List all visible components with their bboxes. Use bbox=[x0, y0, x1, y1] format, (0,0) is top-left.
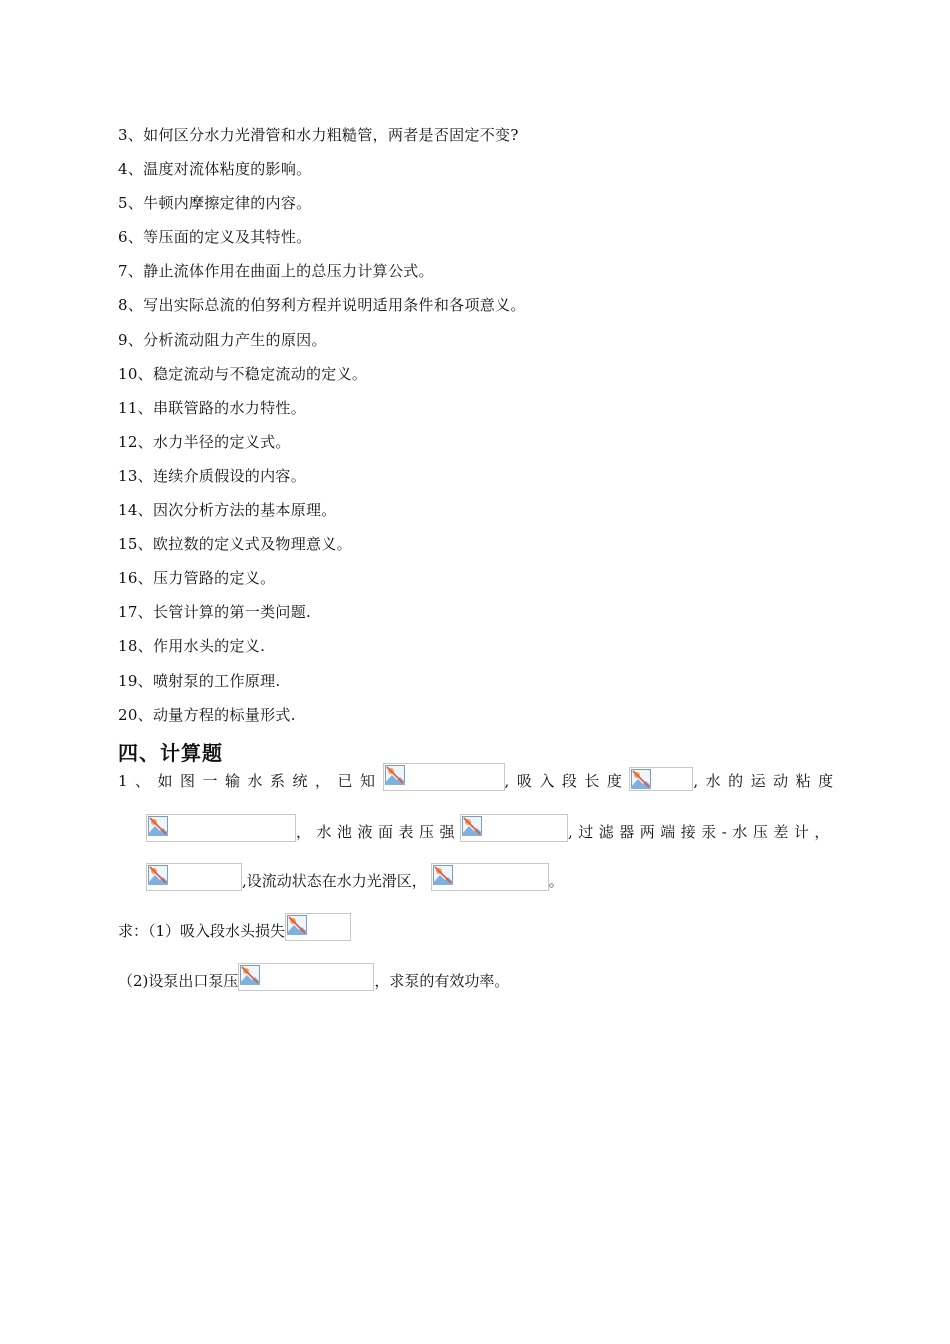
problem-text: （2)设泵出口泵压 bbox=[118, 972, 239, 990]
formula-image bbox=[285, 913, 351, 941]
question-item: 20、动量方程的标量形式. bbox=[118, 705, 296, 724]
question-item: 19、喷射泵的工作原理. bbox=[118, 671, 281, 690]
ask-line-2 bbox=[118, 963, 509, 991]
formula-image bbox=[146, 814, 296, 842]
problem-line-2 bbox=[146, 814, 835, 842]
question-item: 3、如何区分水力光滑管和水力粗糙管，两者是否固定不变? bbox=[118, 126, 519, 144]
section-title: 四、计算题 bbox=[118, 741, 223, 765]
problem-text: ，水池液面表压强 bbox=[296, 823, 461, 841]
broken-image-icon bbox=[462, 816, 482, 836]
question-item: 5、牛顿内摩擦定律的内容。 bbox=[118, 194, 312, 213]
question-list bbox=[118, 124, 526, 738]
problem-text: 。 bbox=[548, 872, 564, 890]
question-item: 14、因次分析方法的基本原理。 bbox=[118, 501, 337, 520]
question-item: 13、连续介质假设的内容。 bbox=[118, 466, 306, 485]
question-item: 10、稳定流动与不稳定流动的定义。 bbox=[118, 364, 368, 383]
question-item: 6、等压面的定义及其特性。 bbox=[118, 228, 312, 247]
question-item: 16、压力管路的定义。 bbox=[118, 569, 276, 588]
question-item: 7、静止流体作用在曲面上的总压力计算公式。 bbox=[118, 262, 434, 281]
ask-line-1 bbox=[118, 913, 351, 941]
problem-line-1 bbox=[118, 763, 841, 791]
question-item: 11、串联管路的水力特性。 bbox=[118, 398, 306, 417]
formula-image bbox=[383, 763, 505, 791]
broken-image-icon bbox=[240, 965, 260, 985]
problem-text: ,水的运动粘度 bbox=[693, 772, 841, 790]
problem-line-3 bbox=[146, 863, 564, 891]
formula-image bbox=[238, 963, 374, 991]
broken-image-icon bbox=[148, 816, 168, 836]
problem-text: 求：（1）吸入段水头损失 bbox=[118, 922, 286, 940]
formula-image bbox=[431, 863, 549, 891]
broken-image-icon bbox=[385, 765, 405, 785]
problem-text: ,过滤器两端接汞-水压差计， bbox=[568, 823, 835, 841]
question-item: 4、温度对流体粘度的影响。 bbox=[118, 160, 312, 179]
problem-text: 1、如图一输水系统，已知 bbox=[118, 772, 383, 790]
formula-image bbox=[460, 814, 568, 842]
formula-image bbox=[146, 863, 242, 891]
question-item: 18、作用水头的定义. bbox=[118, 637, 266, 656]
problem-text: ,设流动状态在水力光滑区， bbox=[242, 872, 427, 890]
broken-image-icon bbox=[148, 865, 168, 885]
problem-text: ，求泵的有效功率。 bbox=[374, 972, 510, 990]
formula-image bbox=[629, 767, 693, 791]
broken-image-icon bbox=[433, 865, 453, 885]
question-item: 17、长管计算的第一类问题. bbox=[118, 603, 312, 622]
question-item: 12、水力半径的定义式。 bbox=[118, 432, 291, 451]
question-item: 8、写出实际总流的伯努利方程并说明适用条件和各项意义。 bbox=[118, 296, 526, 315]
problem-text: ,吸入段长度 bbox=[504, 772, 630, 790]
question-item: 15、欧拉数的定义式及物理意义。 bbox=[118, 535, 352, 554]
broken-image-icon bbox=[631, 769, 651, 789]
broken-image-icon bbox=[287, 915, 307, 935]
question-item: 9、分析流动阻力产生的原因。 bbox=[118, 330, 327, 349]
